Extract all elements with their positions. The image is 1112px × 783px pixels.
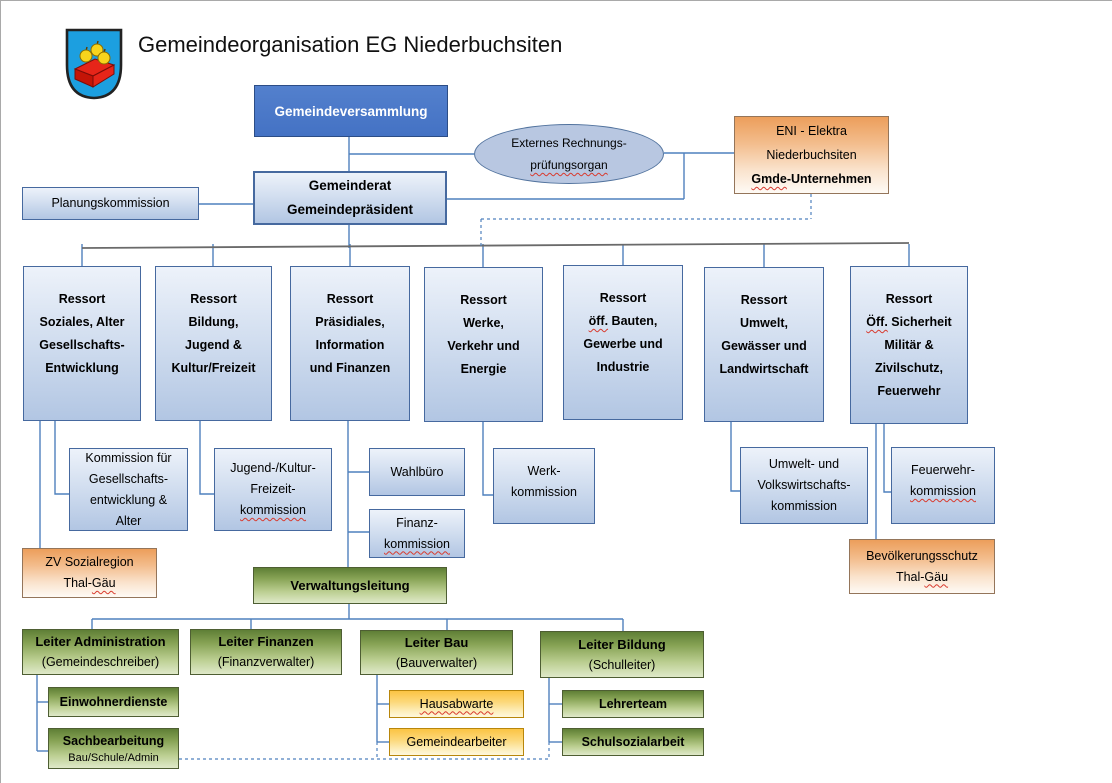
node-ressort-soziales bbox=[23, 266, 141, 421]
text-line: Wahlbüro bbox=[390, 464, 444, 479]
text-line: (Finanzverwalter) bbox=[217, 655, 315, 669]
text-line: Gemeinderat bbox=[308, 178, 392, 193]
text-line: Feuerwehr- bbox=[911, 463, 975, 477]
text-line: Zivilschutz, bbox=[874, 361, 944, 375]
node-ressort-werke bbox=[424, 267, 543, 422]
text-line: Bildung, bbox=[188, 315, 239, 329]
text-line: Niederbuchsiten bbox=[766, 148, 857, 162]
node-einwohnerdienste bbox=[48, 687, 179, 717]
text-line: Bau/Schule/Admin bbox=[68, 751, 159, 764]
text-line: Gemeindeversammlung bbox=[274, 103, 428, 119]
text-line: Werke, bbox=[463, 316, 504, 330]
node-lehrerteam bbox=[562, 690, 704, 718]
text-line: Sachbearbeitung bbox=[62, 733, 165, 748]
node-schulsozialarbeit bbox=[562, 728, 704, 756]
text-line: Freizeit- bbox=[250, 482, 296, 496]
node-hausabwarte bbox=[389, 690, 524, 718]
node-ressort-praesidiales bbox=[290, 266, 410, 421]
text-line: Entwicklung bbox=[45, 361, 119, 375]
text-line: Verwaltungsleitung bbox=[290, 578, 410, 593]
text-line: Alter bbox=[115, 513, 142, 528]
text-line: Thal-Gäu bbox=[895, 569, 949, 584]
text-line: Präsidiales, bbox=[315, 315, 385, 329]
node-ressort-bildung bbox=[155, 266, 272, 421]
node-leiter-finanzen bbox=[190, 629, 342, 675]
text-line: Ressort bbox=[885, 292, 933, 306]
text-line: Gemeindearbeiter bbox=[406, 734, 507, 749]
text-line: Einwohnerdienste bbox=[59, 694, 168, 709]
node-wahlbuero bbox=[369, 448, 465, 496]
node-jugend-kultur-freizeitkommission bbox=[214, 448, 332, 531]
node-kommission-gesellschaftsentwicklung bbox=[69, 448, 188, 531]
node-finanzkommission bbox=[369, 509, 465, 558]
text-line: Leiter Finanzen bbox=[218, 634, 314, 649]
page-title: Gemeindeorganisation EG Niederbuchsiten bbox=[138, 32, 563, 57]
text-line: Leiter Administration bbox=[35, 634, 166, 649]
node-verwaltungsleitung bbox=[253, 567, 447, 604]
text-line: Ressort bbox=[599, 291, 647, 305]
text-line: kommission bbox=[771, 499, 837, 513]
node-planungskommission bbox=[22, 187, 199, 220]
text-line: Militär & bbox=[884, 338, 934, 352]
text-line: entwicklung & bbox=[89, 492, 168, 507]
text-line: Gesellschafts- bbox=[88, 471, 169, 486]
node-feuerwehrkommission bbox=[891, 447, 995, 524]
text-line: Feuerwehr bbox=[877, 384, 941, 398]
text-line: Leiter Bau bbox=[404, 634, 469, 650]
text-line: Volkswirtschafts- bbox=[757, 478, 851, 492]
node-leiter-bildung bbox=[540, 631, 704, 678]
text-line: Gesellschafts- bbox=[39, 338, 125, 352]
text-line: Energie bbox=[460, 362, 507, 376]
node-externes-rechnungspruefungsorgan bbox=[474, 124, 664, 184]
text-line: Ressort bbox=[460, 293, 507, 307]
text-line: (Schulleiter) bbox=[588, 657, 656, 672]
node-werkkommission bbox=[493, 448, 595, 524]
text-line: kommission bbox=[511, 485, 577, 499]
node-leiter-bau bbox=[360, 630, 513, 675]
text-line: Information bbox=[315, 338, 385, 352]
text-line: Jugend-/Kultur- bbox=[230, 461, 316, 475]
text-line: Verkehr und bbox=[447, 339, 520, 353]
text-line: Umwelt- und bbox=[768, 457, 840, 471]
text-line: Gewässer und bbox=[721, 339, 807, 353]
text-line: Schulsozialarbeit bbox=[581, 734, 685, 749]
node-gemeinderat bbox=[253, 171, 447, 225]
text-line: Gemeindepräsident bbox=[286, 202, 414, 217]
text-line: Bevölkerungsschutz bbox=[866, 548, 978, 563]
text-line: Gewerbe und bbox=[583, 337, 663, 351]
node-ressort-umwelt bbox=[704, 267, 824, 422]
node-leiter-administration bbox=[22, 629, 179, 675]
text-line: Lehrerteam bbox=[598, 696, 668, 711]
text-line: kommission bbox=[910, 484, 976, 498]
text-line: und Finanzen bbox=[309, 361, 391, 375]
text-line: Planungskommission bbox=[51, 196, 170, 210]
text-line: ZV Sozialregion bbox=[45, 555, 134, 569]
text-line: Umwelt, bbox=[740, 316, 788, 330]
text-line: Werk- bbox=[527, 464, 561, 478]
node-sachbearbeitung bbox=[48, 728, 179, 769]
text-line: Kultur/Freizeit bbox=[171, 361, 256, 375]
text-line: Finanz- bbox=[396, 515, 438, 530]
text-line: Hausabwarte bbox=[419, 696, 494, 711]
text-line: prüfungsorgan bbox=[530, 158, 608, 172]
text-line: Ressort bbox=[58, 292, 106, 306]
node-umwelt-volkswirtschaftskommission bbox=[740, 447, 868, 524]
text-line: Öff. Sicherheit bbox=[866, 315, 952, 329]
text-line: Jugend & bbox=[185, 338, 242, 352]
text-line: kommission bbox=[384, 536, 450, 551]
text-line: Ressort bbox=[740, 293, 788, 307]
text-line: Externes Rechnungs- bbox=[511, 136, 627, 150]
text-line: ENI - Elektra bbox=[776, 124, 847, 138]
coat-of-arms-icon bbox=[64, 27, 124, 101]
text-line: Landwirtschaft bbox=[719, 362, 809, 376]
node-zv-sozialregion bbox=[22, 548, 157, 598]
text-line: Soziales, Alter bbox=[39, 315, 125, 329]
text-line: Gmde-Unternehmen bbox=[751, 172, 872, 186]
node-eni-elektra bbox=[734, 116, 889, 194]
text-line: (Bauverwalter) bbox=[395, 655, 478, 670]
node-gemeindearbeiter bbox=[389, 728, 524, 756]
node-ressort-oeff-bauten bbox=[563, 265, 683, 420]
text-line: öff. Bauten, bbox=[588, 314, 658, 328]
node-ressort-sicherheit bbox=[850, 266, 968, 424]
text-line: (Gemeindeschreiber) bbox=[41, 655, 160, 669]
node-gemeindeversammlung bbox=[254, 85, 448, 137]
node-bevoelkerungsschutz bbox=[849, 539, 995, 594]
text-line: kommission bbox=[240, 503, 306, 517]
text-line: Thal-Gäu bbox=[63, 576, 116, 590]
text-line: Ressort bbox=[190, 292, 237, 306]
text-line: Kommission für bbox=[85, 450, 172, 465]
text-line: Industrie bbox=[596, 360, 650, 374]
text-line: Leiter Bildung bbox=[578, 636, 666, 652]
text-line: Ressort bbox=[326, 292, 374, 306]
